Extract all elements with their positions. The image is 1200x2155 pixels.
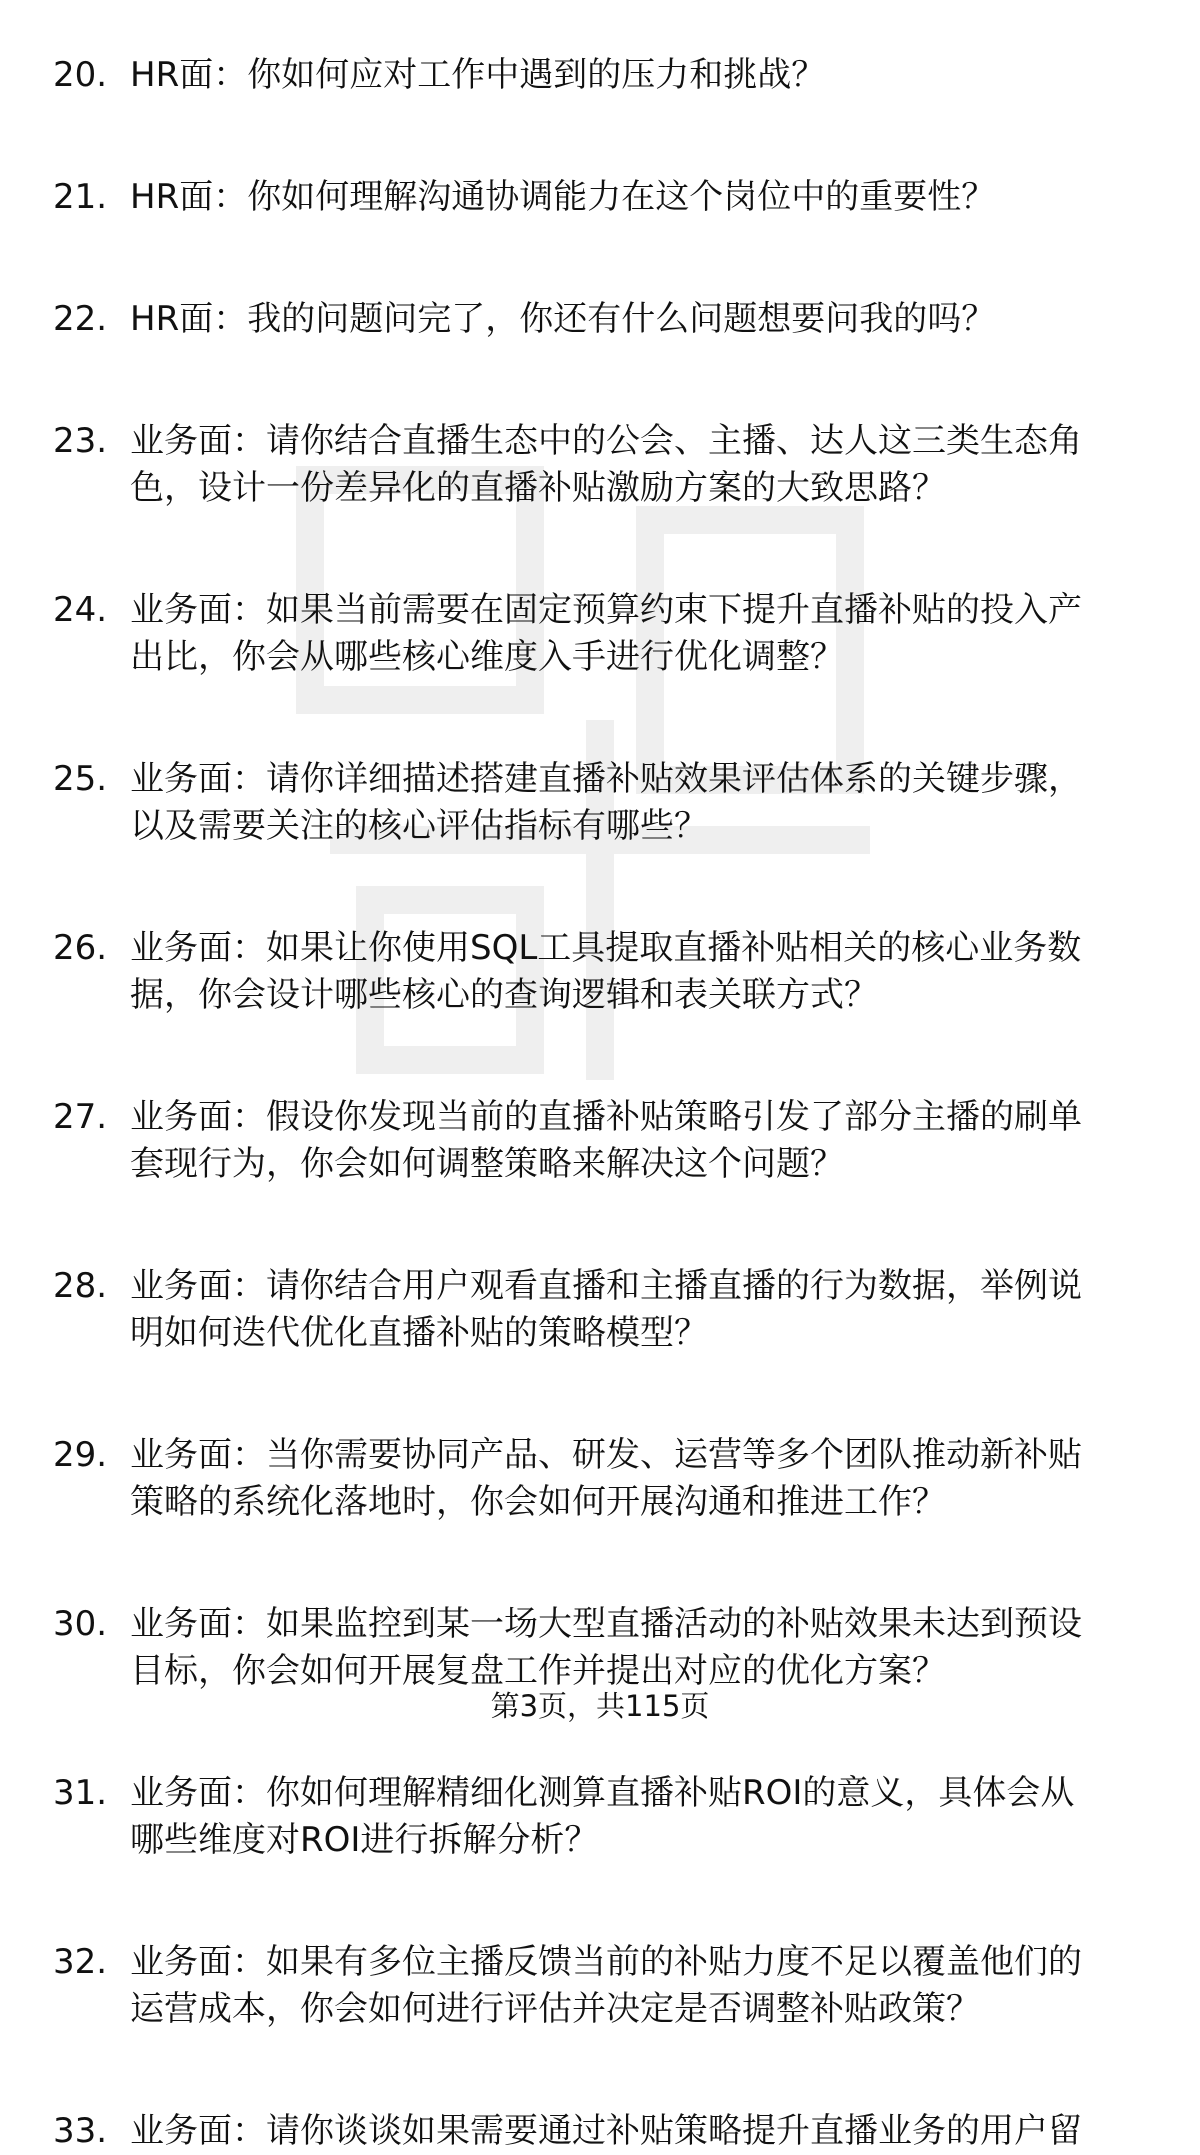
question-number: 32. — [53, 1942, 108, 1982]
question-text-line: 业务面：请你谈谈如果需要通过补贴策略提升直播业务的用户留 — [130, 2111, 1082, 2151]
question-text — [130, 587, 1140, 681]
question-text — [130, 925, 1140, 1019]
question-text-line: 业务面：请你结合用户观看直播和主播直播的行为数据，举例说 — [130, 1266, 1082, 1306]
question-text — [130, 296, 1140, 343]
question-number: 24. — [53, 590, 108, 630]
question-text-line: 套现行为，你会如何调整策略来解决这个问题？ — [130, 1144, 844, 1184]
question-text-line: 色，设计一份差异化的直播补贴激励方案的大致思路？ — [130, 468, 946, 508]
question-text-line: 据，你会设计哪些核心的查询逻辑和表关联方式？ — [130, 975, 878, 1015]
question-text — [130, 1432, 1140, 1526]
question-text-line: 业务面：如果让你使用SQL工具提取直播补贴相关的核心业务数 — [130, 928, 1082, 968]
question-text-line: 业务面：假设你发现当前的直播补贴策略引发了部分主播的刷单 — [130, 1097, 1082, 1137]
question-text — [130, 1263, 1140, 1357]
question-text — [130, 174, 1140, 221]
question-text-line: HR面：你如何应对工作中遇到的压力和挑战？ — [130, 55, 826, 95]
question-number: 25. — [53, 759, 108, 799]
question-text-line: 业务面：如果监控到某一场大型直播活动的补贴效果未达到预设 — [130, 1604, 1082, 1644]
question-text-line: 业务面：当你需要协同产品、研发、运营等多个团队推动新补贴 — [130, 1435, 1082, 1475]
question-text-line: HR面：你如何理解沟通协调能力在这个岗位中的重要性？ — [130, 177, 996, 217]
question-text-line: 业务面：如果当前需要在固定预算约束下提升直播补贴的投入产 — [130, 590, 1082, 630]
question-text-line: 出比，你会从哪些核心维度入手进行优化调整？ — [130, 637, 844, 677]
question-text — [130, 2108, 1140, 2155]
question-number: 31. — [53, 1773, 108, 1813]
question-text — [130, 1601, 1140, 1695]
question-text-line: 业务面：你如何理解精细化测算直播补贴ROI的意义，具体会从 — [130, 1773, 1075, 1813]
question-number: 23. — [53, 421, 108, 461]
question-text — [130, 52, 1140, 99]
question-number: 28. — [53, 1266, 108, 1306]
page-number: 第3页，共115页 — [490, 1689, 710, 1723]
question-text — [130, 756, 1140, 850]
question-text — [130, 418, 1140, 512]
question-text-line: 业务面：请你详细描述搭建直播补贴效果评估体系的关键步骤， — [130, 759, 1082, 799]
question-text-line: 业务面：请你结合直播生态中的公会、主播、达人这三类生态角 — [130, 421, 1082, 461]
question-text — [130, 1939, 1140, 2033]
question-text-line: 明如何迭代优化直播补贴的策略模型？ — [130, 1313, 708, 1353]
question-number: 33. — [53, 2111, 108, 2151]
question-text-line: 哪些维度对ROI进行拆解分析？ — [130, 1820, 599, 1860]
question-number: 26. — [53, 928, 108, 968]
question-text-line: 以及需要关注的核心评估指标有哪些？ — [130, 806, 708, 846]
question-text-line: 目标，你会如何开展复盘工作并提出对应的优化方案？ — [130, 1651, 946, 1691]
question-text-line: 策略的系统化落地时，你会如何开展沟通和推进工作？ — [130, 1482, 946, 1522]
question-number: 22. — [53, 299, 108, 339]
question-number: 20. — [53, 55, 108, 95]
question-number: 21. — [53, 177, 108, 217]
question-text — [130, 1770, 1140, 1864]
question-text-line: 业务面：如果有多位主播反馈当前的补贴力度不足以覆盖他们的 — [130, 1942, 1082, 1982]
question-text-line: HR面：我的问题问完了，你还有什么问题想要问我的吗？ — [130, 299, 996, 339]
question-number: 30. — [53, 1604, 108, 1644]
question-text — [130, 1094, 1140, 1188]
question-number: 29. — [53, 1435, 108, 1475]
question-text-line: 运营成本，你会如何进行评估并决定是否调整补贴政策？ — [130, 1989, 980, 2029]
question-number: 27. — [53, 1097, 108, 1137]
